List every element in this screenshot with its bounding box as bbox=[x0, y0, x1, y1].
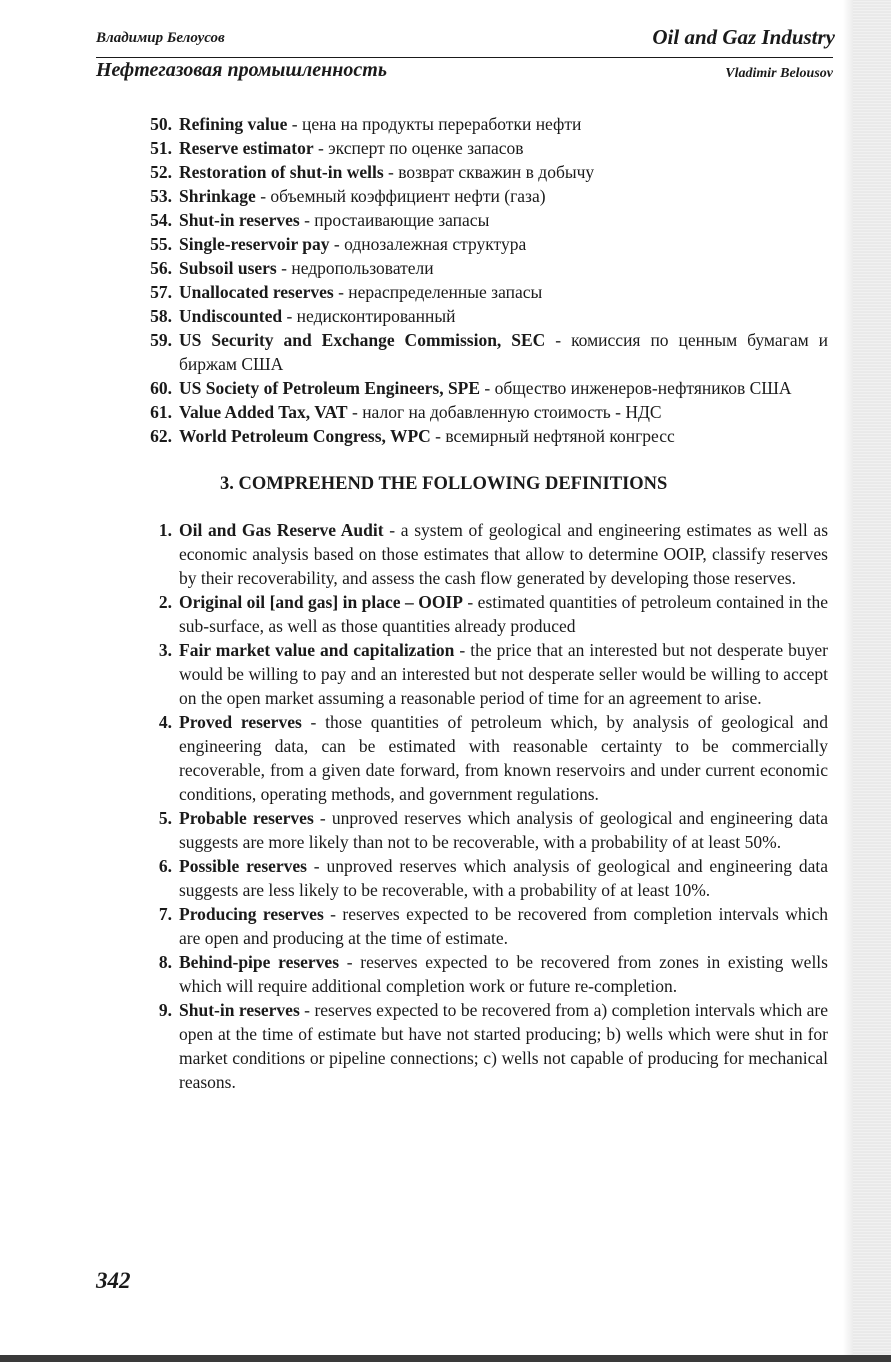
definition-item bbox=[136, 638, 828, 710]
item-text: недропользователи bbox=[291, 258, 434, 278]
item-term: Undiscounted bbox=[179, 306, 283, 326]
glossary-item bbox=[136, 328, 828, 376]
item-term: Shrinkage bbox=[179, 186, 256, 206]
item-separator: - bbox=[347, 402, 363, 422]
item-term: Subsoil users bbox=[179, 258, 277, 278]
item-separator: - bbox=[323, 904, 343, 924]
item-separator: - bbox=[276, 258, 292, 278]
item-separator: - bbox=[282, 306, 297, 326]
item-text: the price that an interested but not desperate buyer would be willing to pay and an interested but not desperate seller would be willing to accept on the open market assuming a reasonable period of time for an agreement to arise. bbox=[179, 640, 829, 708]
item-term: Possible reserves bbox=[179, 856, 307, 876]
item-number: 3. bbox=[158, 640, 172, 660]
item-term: Probable reserves bbox=[179, 808, 314, 828]
item-term: Proved reserves bbox=[179, 712, 302, 732]
item-term: Oil and Gas Reserve Audit bbox=[179, 520, 384, 540]
definition-item bbox=[136, 590, 828, 638]
item-term: Shut-in reserves bbox=[179, 210, 300, 230]
item-separator: - bbox=[299, 1000, 315, 1020]
header-divider bbox=[96, 57, 833, 58]
item-text: those quantities of petroleum which, by analysis of geological and engineering data, can be estimated with reasonable certainty to be commercially recoverable, from a given date forward, from known reservoirs and under current economic conditions, operating methods, and government regulations. bbox=[179, 712, 829, 804]
item-separator: - bbox=[545, 330, 572, 350]
item-term: Producing reserves bbox=[179, 904, 324, 924]
item-term: Fair market value and capitalization bbox=[179, 640, 455, 660]
page-edge-shadow bbox=[843, 0, 891, 1362]
item-number: 4. bbox=[158, 712, 172, 732]
item-text: нераспределенные запасы bbox=[348, 282, 543, 302]
item-separator: - bbox=[430, 426, 446, 446]
item-separator: - bbox=[299, 210, 315, 230]
section-title: 3. COMPREHEND THE FOLLOWING DEFINITIONS bbox=[220, 474, 668, 494]
header-book-title-en: Oil and Gaz Industry bbox=[652, 25, 835, 49]
item-separator: - bbox=[287, 114, 302, 134]
item-term: US Security and Exchange Commission, SEC bbox=[179, 330, 546, 350]
header-book-title-ru: Нефтегазовая промышленность bbox=[96, 59, 387, 81]
scan-bottom-edge bbox=[0, 1355, 891, 1362]
definitions-list bbox=[136, 518, 828, 1094]
item-separator: - bbox=[339, 952, 361, 972]
item-term: Original oil [and gas] in place – OOIP bbox=[179, 592, 463, 612]
item-number: 9. bbox=[158, 1000, 172, 1020]
glossary-item bbox=[136, 256, 828, 280]
item-term: World Petroleum Congress, WPC bbox=[179, 426, 431, 446]
header-author-en: Vladimir Belousov bbox=[725, 66, 833, 81]
definition-item bbox=[136, 710, 828, 806]
glossary-item bbox=[136, 208, 828, 232]
item-text: недисконтированный bbox=[296, 306, 456, 326]
item-number: 1. bbox=[158, 520, 172, 540]
item-number: 52. bbox=[150, 162, 172, 182]
item-text: общество инженеров-нефтяников США bbox=[494, 378, 792, 398]
page-number: 342 bbox=[96, 1268, 131, 1293]
item-text: эксперт по оценке запасов bbox=[328, 138, 524, 158]
item-separator: - bbox=[301, 712, 326, 732]
item-number: 50. bbox=[150, 114, 172, 134]
item-separator: - bbox=[383, 162, 399, 182]
glossary-item bbox=[136, 112, 828, 136]
glossary-item bbox=[136, 376, 828, 400]
item-number: 58. bbox=[150, 306, 172, 326]
item-text: unproved reserves which analysis of geological and engineering data suggests are less likely to be recoverable, with a probability of at least 10%. bbox=[179, 856, 828, 900]
glossary-item bbox=[136, 304, 828, 328]
item-number: 2. bbox=[158, 592, 172, 612]
item-number: 53. bbox=[150, 186, 172, 206]
item-text: unproved reserves which analysis of geological and engineering data suggests are more likely than not to be recoverable, with a probability of at least 50%. bbox=[179, 808, 828, 852]
item-term: Behind-pipe reserves bbox=[179, 952, 340, 972]
item-number: 5. bbox=[158, 808, 172, 828]
item-term: Single-reservoir pay bbox=[179, 234, 330, 254]
item-number: 57. bbox=[150, 282, 172, 302]
glossary-item bbox=[136, 160, 828, 184]
item-text: объемный коэффициент нефти (газа) bbox=[270, 186, 546, 206]
glossary-item bbox=[136, 280, 828, 304]
item-number: 62. bbox=[150, 426, 172, 446]
glossary-item bbox=[136, 424, 828, 448]
item-number: 60. bbox=[150, 378, 172, 398]
page-content bbox=[136, 112, 828, 1094]
item-separator: - bbox=[333, 282, 349, 302]
item-text: estimated quantities of petroleum contained in the sub-surface, as well as those quantities already produced bbox=[179, 592, 829, 636]
item-text: reserves expected to be recovered from zones in existing wells which will require additional completion work or future re-completion. bbox=[179, 952, 828, 996]
item-term: Value Added Tax, VAT bbox=[179, 402, 348, 422]
item-separator: - bbox=[255, 186, 271, 206]
glossary-item bbox=[136, 400, 828, 424]
item-number: 6. bbox=[158, 856, 172, 876]
glossary-item bbox=[136, 184, 828, 208]
definition-item bbox=[136, 518, 828, 590]
item-number: 61. bbox=[150, 402, 172, 422]
item-separator: - bbox=[480, 378, 495, 398]
item-number: 7. bbox=[158, 904, 172, 924]
item-term: Refining value bbox=[179, 114, 288, 134]
item-separator: - bbox=[329, 234, 345, 254]
item-separator: - bbox=[454, 640, 471, 660]
item-number: 8. bbox=[158, 952, 172, 972]
item-text: возврат скважин в добычу bbox=[398, 162, 595, 182]
item-text: цена на продукты переработки нефти bbox=[302, 114, 582, 134]
definition-item bbox=[136, 950, 828, 998]
item-text: однозалежная структура bbox=[344, 234, 527, 254]
item-text: всемирный нефтяной конгресс bbox=[445, 426, 675, 446]
header-author-ru: Владимир Белоусов bbox=[96, 30, 225, 46]
item-text: простаивающие запасы bbox=[314, 210, 490, 230]
item-number: 59. bbox=[150, 330, 172, 350]
item-separator: - bbox=[462, 592, 478, 612]
item-number: 56. bbox=[150, 258, 172, 278]
item-text: комиссия по ценным бумагам и биржам США bbox=[179, 330, 828, 374]
glossary-item bbox=[136, 232, 828, 256]
item-term: US Society of Petroleum Engineers, SPE bbox=[179, 378, 481, 398]
item-separator: - bbox=[307, 856, 327, 876]
item-term: Reserve estimator bbox=[179, 138, 314, 158]
definition-item bbox=[136, 902, 828, 950]
glossary-item bbox=[136, 136, 828, 160]
item-number: 51. bbox=[150, 138, 172, 158]
item-text: reserves expected to be recovered from a) completion intervals which are open at the time of estimate but have not started producing; b) wells which were shut in for market conditions or pipeline connections; c) wells not capable of producing for mechanical reasons. bbox=[179, 1000, 828, 1092]
item-separator: - bbox=[313, 808, 332, 828]
item-text: налог на добавленную стоимость - НДС bbox=[362, 402, 662, 422]
item-term: Restoration of shut-in wells bbox=[179, 162, 384, 182]
definition-item bbox=[136, 806, 828, 854]
item-number: 54. bbox=[150, 210, 172, 230]
item-text: a system of geological and engineering estimates as well as economic analysis based on those estimates that allow to determine OOIP, classify reserves by their recoverability, and assess the cash flow generated by developing those reserves. bbox=[179, 520, 829, 588]
definition-item bbox=[136, 854, 828, 902]
item-term: Unallocated reserves bbox=[179, 282, 334, 302]
definition-item bbox=[136, 998, 828, 1094]
item-term: Shut-in reserves bbox=[179, 1000, 300, 1020]
glossary-list bbox=[136, 112, 828, 448]
item-separator: - bbox=[383, 520, 401, 540]
item-separator: - bbox=[313, 138, 329, 158]
item-text: reserves expected to be recovered from completion intervals which are open and producing at the time of estimate. bbox=[179, 904, 829, 948]
item-number: 55. bbox=[150, 234, 172, 254]
